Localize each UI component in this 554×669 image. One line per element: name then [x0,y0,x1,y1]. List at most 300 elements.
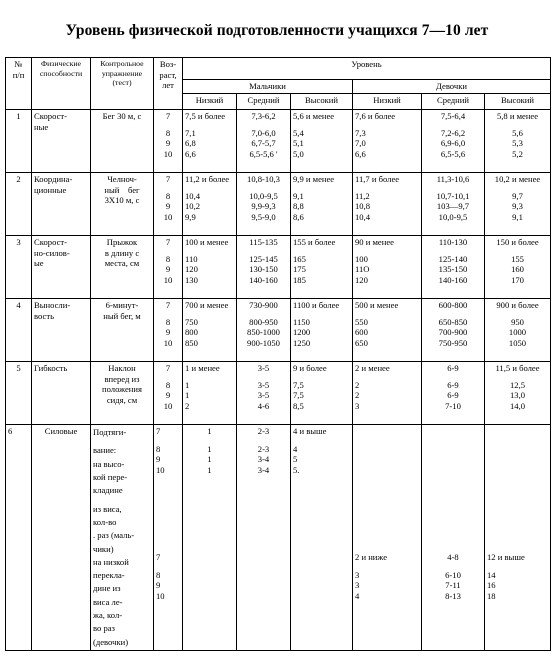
girls-mid-cell-line: 6-9 [447,379,459,390]
age-cell-line: 8 [165,127,171,138]
age-cell-line: 9 [165,327,171,338]
girls-mid-cell-line: 10,7-10,1 [436,190,470,201]
boys-low-cell-line: 2 [185,401,190,412]
boys-mid-cell-line: 7,3-6,2 [251,111,276,121]
girls-mid-cell-line: 7-10 [445,401,461,412]
boys-mid-cell-line: 6,7-5,7 [251,138,276,149]
girls-mid-cell-line: 140-160 [438,275,468,286]
girls-mid-cell-line: 700-900 [438,327,468,338]
girls-high-cell-line: 5,3 [512,138,523,149]
girls-high-cell-line: 5,6 [512,127,523,138]
age-cell-line: 10 [163,149,173,160]
boys-high-cell-line: 5,0 [293,149,304,160]
age-cell-line: 10 [163,275,173,286]
exercise-line: кол-во [93,516,117,527]
girls-low-cell-line: 90 и менее [355,237,394,247]
exercise-line: из виса, [93,503,122,514]
boys-high-cell [291,173,353,236]
boys-high-cell [291,110,353,173]
age-cell-girls [156,552,180,602]
boys-high-cell-line: 1250 [293,338,311,349]
boys-low-cell-line: 100 и менее [185,237,229,247]
age-cell-line: 8 [156,443,161,454]
girls-high-cell-line: 9,7 [512,190,523,201]
boys-mid-cell-line: 125-145 [249,253,278,264]
exercise-cell-line: сидя, см [106,395,138,406]
ability-cell-line: ные [34,121,49,132]
boys-mid-cell-line: 140-160 [249,275,278,286]
girls-high-cell-line: 950 [511,316,524,327]
boys-low-cell-line: 1 и менее [185,363,220,373]
girls-high-cell-line: 160 [511,264,524,275]
girls-high-cell-line: 12,5 [509,379,526,390]
girls-low-cell-line: 6,6 [355,149,366,160]
girls-mid-cell [422,299,485,362]
exercise-line: кой пере- [93,471,128,482]
ability-cell-line: ционные [34,184,67,195]
boys-low-cell-line: 1 [207,443,212,454]
ability-cell-line: ые [34,258,44,269]
exercise-line: жа, кол- [93,610,123,621]
boys-mid-cell-line: 2-3 [257,426,270,436]
boys-high-cell-line: 5. [293,465,300,476]
header-girls: Девочки [353,80,551,94]
age-cell [154,425,183,651]
girls-low-cell-line: 7,0 [355,138,366,149]
girls-low-cell-line: 11,7 и более [355,174,400,184]
header-girls-mid: Средний [422,94,485,110]
boys-mid-cell-line: 4-6 [257,401,270,412]
girls-mid-cell-line: 650-850 [438,316,468,327]
exercise-cell [91,173,154,236]
boys-low-cell-line: 800 [185,327,198,338]
ability-cell [32,173,91,236]
boys-high-cell-line: 8,6 [293,212,304,223]
girls-low-cell-line: 10,4 [355,212,371,223]
row-number: 4 [6,299,32,362]
boys-mid-cell-line: 800-950 [249,316,278,327]
boys-low-cell-line: 850 [185,338,198,349]
age-cell-line: 8 [165,190,171,201]
exercise-cell-line: 6-минут- [105,300,139,310]
boys-low-cell-line: 10,2 [185,201,201,212]
boys-low-cell-line: 6,6 [185,149,196,160]
page-title: Уровень физической подготовленности учащихся 7—10 лет [65,22,489,39]
girls-mid-cell-line: 10,0-9,5 [438,212,468,223]
girls-high-cell-line: 1000 [508,327,527,338]
boys-mid-cell-line: 2-3 [257,443,270,454]
age-cell-line: 8 [165,316,171,327]
girls-high-cell-line: 5,8 и менее [496,111,539,121]
girls-low-cell-line: 3 [355,569,360,580]
age-cell-line: 9 [165,138,171,149]
boys-mid-cell [237,425,291,651]
exercise-cell-line: Наклон [108,363,136,373]
exercise-line: . раз (маль- [93,530,135,541]
boys-low-cell-line: 1 [185,390,190,401]
girls-mid-cell-line: 135-150 [438,264,468,275]
exercise-cell-line: Бег 30 м, с [102,111,142,121]
girls-mid-cell [422,173,485,236]
girls-low-cell-line: 11,2 [355,190,370,201]
girls-low-cell-girls [355,552,419,602]
header-exercise: Контрольное упражнение (тест) [91,58,154,110]
boys-high-cell [291,236,353,299]
girls-mid-cell-line: 600-800 [438,300,468,310]
girls-mid-cell-line: 6-9 [447,363,459,373]
girls-high-cell-line: 900 и более [496,300,539,310]
boys-mid-cell-line: 115-135 [249,237,278,247]
age-cell-line: 10 [156,591,165,602]
boys-low-cell-boys [185,426,234,476]
boys-high-cell-line: 4 [293,443,298,454]
header-ability: Физические способности [32,58,91,110]
boys-mid-cell [237,362,291,425]
exercise-cell-line: Прыжок [106,237,138,247]
boys-high-cell-line: 8,5 [293,401,304,412]
header-boys-high: Высокий [291,94,353,110]
boys-high-cell-line: 7,5 [293,379,304,390]
exercise-cell [91,236,154,299]
boys-high-cell-line: 155 и более [293,237,336,247]
girls-low-cell-line: 120 [355,275,368,286]
boys-low-cell-line: 1 [207,454,212,465]
age-cell-line: 10 [163,338,173,349]
boys-low-cell-line: 1 [207,465,212,476]
boys-low-cell-line: 10,4 [185,190,201,201]
header-boys-mid: Средний [237,94,291,110]
boys-mid-cell-line: 730-900 [249,300,278,310]
boys-low-cell [183,362,237,425]
row-number: 6 [6,425,32,651]
age-cell-line: 9 [156,454,161,465]
boys-low-cell-line: 11,2 и более [185,174,230,184]
exercise-cell-line: Челноч- [107,174,137,184]
boys-mid-cell-line: 6,5-5,6 ' [249,149,278,160]
age-cell [154,236,183,299]
age-cell-line: 10 [163,212,173,223]
row-number: 3 [6,236,32,299]
girls-mid-cell [422,236,485,299]
exercise-cell-line: ный бег, м [103,310,141,321]
header-num: № п/п [6,58,32,110]
age-cell [154,299,183,362]
age-cell-line: 7 [165,237,171,247]
age-cell-line: 7 [165,174,171,184]
girls-mid-cell-line: 7,2-6,2 [440,127,466,138]
boys-low-cell [183,110,237,173]
girls-high-cell-line: 150 и более [496,237,539,247]
boys-mid-cell-line: 3-4 [257,465,270,476]
age-cell-line: 7 [156,426,161,436]
exercise-cell-line: ный бег [104,184,140,195]
boys-high-cell-line: 9,9 и менее [293,174,335,184]
boys-low-cell [183,173,237,236]
girls-high-cell [485,236,551,299]
boys-mid-cell-line: 3-4 [257,454,270,465]
age-cell [154,173,183,236]
boys-high-cell-boys [293,426,350,476]
girls-low-cell-line: 100 [355,253,368,264]
girls-low-cell [353,425,422,651]
age-cell-line: 8 [156,569,161,580]
age-cell-line: 9 [156,580,161,591]
boys-high-cell-line: 8,8 [293,201,304,212]
girls-high-cell [485,110,551,173]
girls-low-cell-line: 550 [355,316,368,327]
girls-high-cell-line: 14,0 [509,401,526,412]
boys-low-cell [183,425,237,651]
girls-high-cell-line: 5,2 [512,149,523,160]
header-level: Уровень [183,58,551,80]
girls-low-cell-line: 3 [355,401,360,412]
boys-low-cell-line: 9,9 [185,212,196,223]
boys-high-cell [291,299,353,362]
exercise-line: вание: [93,445,117,456]
girls-mid-cell-line: 7-11 [445,580,461,591]
boys-mid-cell-line: 9,9-9,3 [251,201,276,212]
girls-low-cell-line: 500 и менее [355,300,399,310]
boys-mid-cell-line: 3-5 [257,379,270,390]
ability-cell-line: вость [34,310,54,321]
boys-mid-cell-line: 9,5-9,0 [251,212,276,223]
exercise-cell [91,425,154,651]
fitness-levels-table [5,57,551,651]
age-cell-line: 7 [165,111,171,121]
girls-high-cell-line: 16 [487,580,496,591]
age-cell-line: 10 [156,465,165,476]
girls-high-cell-line: 11,5 и более [495,363,540,373]
exercise-cell [91,110,154,173]
ability-cell [32,236,91,299]
exercise-cell-line: вперед из [104,373,140,384]
age-cell-line: 10 [163,401,173,412]
girls-low-cell-line: 2 и менее [355,363,390,373]
header-age: Воз- раст, лет [154,58,183,110]
exercise-cell-line: положения [102,384,142,395]
boys-mid-cell-line: 3-5 [257,363,270,373]
table-row [6,110,551,173]
girls-high-cell-line: 10,2 и менее [494,174,541,184]
ability-cell-line: Координа- [34,174,73,184]
row-number: 5 [6,362,32,425]
boys-high-cell [291,425,353,651]
age-cell-line: 7 [156,552,161,562]
boys-high-cell-line: 7,5 [293,390,304,401]
age-cell [154,362,183,425]
exercise-line: на низкой [93,556,129,567]
row-number: 1 [6,110,32,173]
girls-low-cell [353,173,422,236]
boys-low-cell-line: 6,8 [185,138,196,149]
boys-low-cell-line: 1 [185,379,190,390]
ability-cell [32,110,91,173]
girls-high-cell-line: 12 и выше [487,552,525,562]
boys-mid-cell-line: 7,0-6,0 [251,127,276,138]
girls-low-cell-line: 2 [355,379,360,390]
boys-mid-cell-line: 130-150 [249,264,278,275]
boys-high-cell-line: 5,4 [293,127,304,138]
boys-low-cell-line: 1 [207,426,212,436]
boys-high-cell-line: 9,1 [293,190,304,201]
age-cell-line: 7 [165,363,171,373]
boys-mid-cell-line: 10,0-9,5 [249,190,278,201]
exercise-cell-line: в длину с [104,247,140,258]
boys-mid-cell-boys [239,426,288,476]
age-cell-line: 9 [165,390,171,401]
boys-low-cell-line: 7,1 [185,127,196,138]
girls-high-cell-line: 155 [511,253,524,264]
boys-high-cell-line: 185 [293,275,306,286]
girls-mid-cell-line: 7,5-6,4 [440,111,466,121]
boys-mid-cell [237,173,291,236]
girls-high-cell-line: 13,0 [509,390,526,401]
boys-high-cell-line: 1150 [293,316,310,327]
girls-mid-cell-line: 125-140 [438,253,468,264]
age-cell-line: 8 [165,379,171,390]
ability-cell-line: Скорост- [34,111,68,121]
girls-low-cell-line: 2 [355,390,360,401]
boys-high-cell-line: 4 и выше [293,426,327,436]
boys-mid-cell-line: 850-1000 [247,327,280,338]
boys-low-cell-line: 750 [185,316,198,327]
table-row [6,425,551,651]
girls-high-cell-line: 1050 [508,338,527,349]
row-number: 2 [6,173,32,236]
boys-high-cell-line: 1100 и более [293,300,340,310]
girls-high-cell-line: 9,1 [512,212,523,223]
girls-high-cell [485,425,551,651]
table-row [6,236,551,299]
girls-high-cell [485,299,551,362]
ability-cell-line: но-силов- [34,247,70,258]
girls-mid-cell-line: 6-9 [447,390,459,401]
exercise-line: во раз [93,623,115,634]
girls-low-cell-line: 3 [355,580,360,591]
girls-mid-cell-line: 750-950 [438,338,468,349]
boys-high-cell-line: 5,1 [293,138,304,149]
boys-low-cell-line: 7,5 и более [185,111,226,121]
boys-high-cell-line: 5 [293,454,298,465]
girls-high-cell [485,362,551,425]
boys-high-cell-line: 1200 [293,327,311,338]
girls-mid-cell-line: 6,5-5,6 [440,149,466,160]
girls-high-cell [485,173,551,236]
boys-high-cell-line: 175 [293,264,306,275]
girls-mid-cell-line: 6,9-6,0 [440,138,466,149]
boys-high-cell [291,362,353,425]
age-cell-line: 7 [165,300,171,310]
girls-low-cell-line: 4 [355,591,360,602]
boys-high-cell-line: 9 и более [293,363,327,373]
ability-cell: Силовые [32,425,91,651]
exercise-line: чики) [93,543,114,554]
girls-high-cell-line: 14 [487,569,496,580]
exercise-line: виса ле- [93,596,123,607]
age-cell-line: 9 [165,264,171,275]
girls-low-cell-line: 650 [355,338,368,349]
boys-low-cell [183,236,237,299]
girls-low-cell-line: 2 и ниже [355,552,388,562]
ability-cell-line: Гибкость [34,363,68,373]
boys-low-cell-line: 120 [185,264,198,275]
girls-mid-cell-girls [424,552,482,602]
ability-cell-line: Выносли- [34,300,71,310]
ability-cell [32,299,91,362]
girls-mid-cell [422,425,485,651]
girls-high-cell-girls [487,552,548,602]
exercise-line: перекла- [93,570,125,581]
girls-mid-cell-line: 11,3-10,6 [436,174,470,184]
girls-high-cell-line: 170 [511,275,524,286]
ability-cell-line: Скорост- [34,237,68,247]
boys-mid-cell [237,299,291,362]
girls-mid-cell [422,110,485,173]
exercise-line: дине из [93,583,121,594]
exercise-line: кладине [93,485,123,496]
table-row [6,299,551,362]
age-cell-boys [156,426,180,476]
header-girls-high: Высокий [485,94,551,110]
girls-mid-cell-line: 8-13 [445,591,461,602]
boys-low-cell [183,299,237,362]
exercise-line: Подтяги- [93,427,127,437]
girls-mid-cell-line: 6-10 [445,569,461,580]
girls-low-cell-line: 11О [355,264,370,275]
ability-cell [32,362,91,425]
girls-mid-cell-line: 4-8 [447,552,459,562]
boys-mid-cell-line: 10,8-10,3 [247,174,280,184]
table-row [6,173,551,236]
boys-low-cell-line: 130 [185,275,198,286]
girls-mid-cell [422,362,485,425]
age-cell-line: 8 [165,253,171,264]
header-girls-low: Низкий [353,94,422,110]
girls-mid-cell-line: 110-130 [438,237,468,247]
age-cell [154,110,183,173]
header-boys: Мальчики [183,80,353,94]
exercise-cell-line: 3Х10 м, с [104,195,140,206]
age-cell-line: 9 [165,201,171,212]
header-boys-low: Низкий [183,94,237,110]
girls-low-cell-line: 10,8 [355,201,371,212]
girls-low-cell-line: 7,3 [355,127,366,138]
exercise-line: на высо- [93,458,125,469]
exercise-line: (девочки) [93,636,129,647]
girls-high-cell-line: 9,3 [512,201,523,212]
table-row [6,362,551,425]
girls-low-cell [353,110,422,173]
boys-mid-cell-line: 3-5 [257,390,270,401]
girls-high-cell-line: 18 [487,591,496,602]
exercise-cell [91,362,154,425]
boys-low-cell-line: 700 и менее [185,300,229,310]
girls-low-cell-line: 600 [355,327,368,338]
exercise-cell-line: места, см [104,258,140,269]
girls-mid-cell-line: 103—9,7 [436,201,470,212]
boys-mid-cell [237,110,291,173]
exercise-cell [91,299,154,362]
boys-high-cell-line: 5,6 и менее [293,111,335,121]
girls-low-cell [353,362,422,425]
boys-mid-cell [237,236,291,299]
boys-mid-cell-line: 900-1050 [247,338,280,349]
girls-low-cell [353,236,422,299]
boys-high-cell-line: 165 [293,253,306,264]
girls-low-cell [353,299,422,362]
boys-low-cell-line: 110 [185,253,198,264]
girls-low-cell-line: 7,6 и более [355,111,396,121]
